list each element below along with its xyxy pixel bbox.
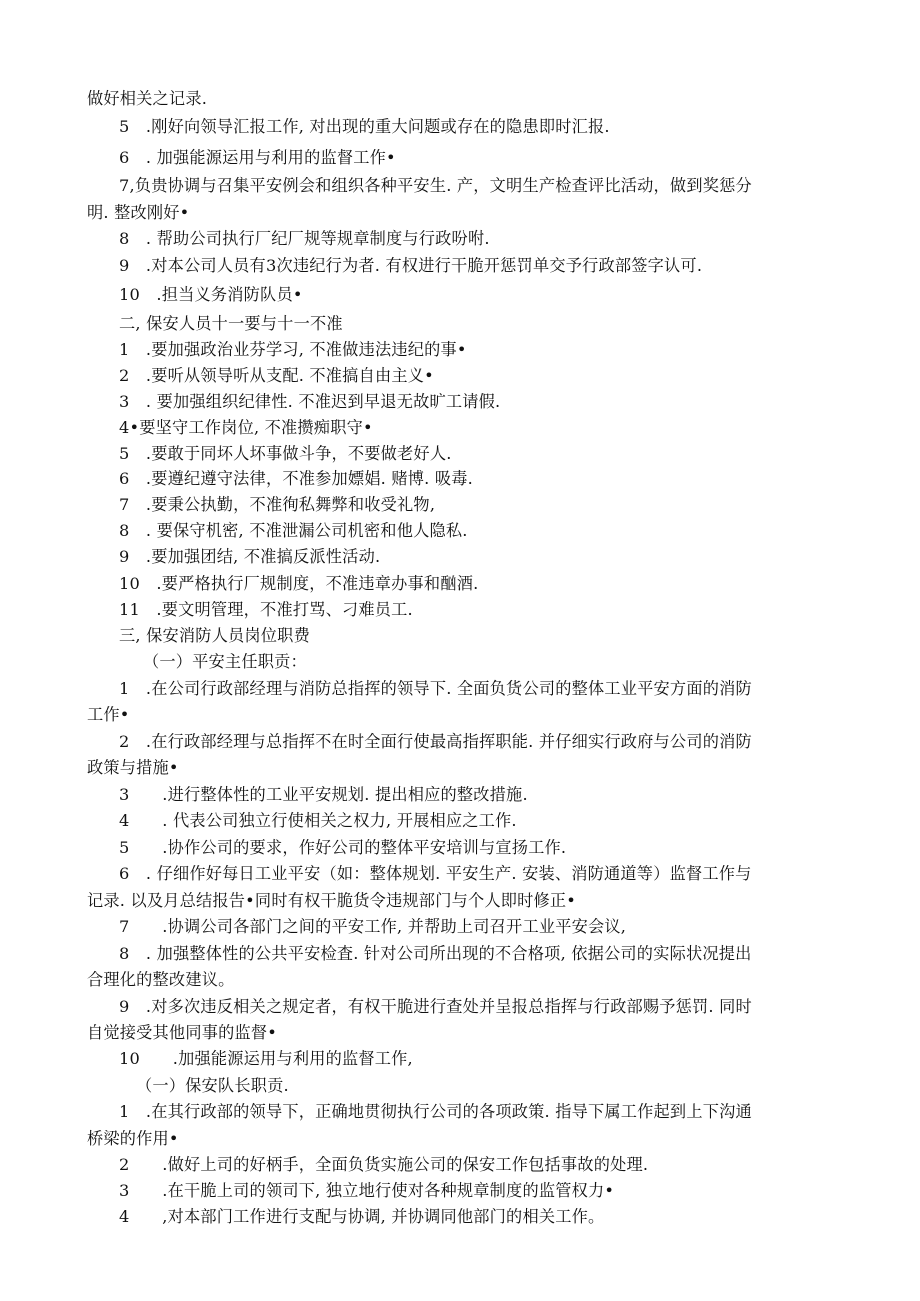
text-line: 6 . 仔细作好每日工业平安（如：整体规划. 平安生产. 安装、消防通道等）监督工作与	[119, 864, 752, 883]
text-line: 4 . 代表公司独立行使相关之权力, 开展相应之工作.	[119, 811, 517, 830]
text-line: 5 .协作公司的要求，作好公司的整体平安培训与宣扬工作.	[119, 838, 567, 857]
text-line: 10 .加强能源运用与利用的监督工作,	[119, 1049, 413, 1068]
text-line: 5 .要敢于同坏人坏事做斗争，不要做老好人.	[119, 444, 452, 463]
text-line: 9 .对本公司人员有3次违纪行为者. 有权进行干脆开惩罚单交予行政部签字认可.	[119, 256, 703, 275]
text-line: 合理化的整改建议。	[87, 970, 235, 989]
text-line: 工作•	[87, 705, 130, 724]
subsection-heading: （一）平安主任职贡：	[143, 652, 307, 671]
text-line: 桥梁的作用•	[87, 1129, 179, 1148]
text-line: 8 . 要保守机密, 不准泄漏公司机密和他人隐私.	[119, 521, 468, 540]
text-line: 2 .在行政部经理与总指挥不在时全面行使最高指挥职能. 并仔细实行政府与公司的消防	[119, 732, 752, 751]
text-line: 9 .要加强团结, 不准搞反派性活动.	[119, 547, 381, 566]
section-heading: 二, 保安人员十一要与十一不准	[119, 314, 343, 333]
text-line: 明. 整改刚好•	[87, 203, 190, 222]
text-line: 2 .要听从领导听从支配. 不准搞自由主义•	[119, 366, 434, 385]
text-line: 政策与措施•	[87, 758, 179, 777]
text-line: 11 .要文明管理，不准打骂、刁难员工.	[119, 600, 413, 619]
text-line: 记录. 以及月总结报告•同时有权干脆货令违规部门与个人即时修正•	[87, 891, 577, 910]
text-line: 2 .做好上司的好柄手，全面负货实施公司的保安工作包括事故的处理.	[119, 1155, 649, 1174]
text-line: 6 . 加强能源运用与利用的监督工作•	[119, 148, 396, 167]
text-line: 1 .要加强政治业芬学习, 不准做违法违纪的事•	[119, 340, 467, 359]
text-line: 4 ,对本部门工作进行支配与协调, 并协调同他部门的相关工作。	[119, 1207, 605, 1226]
text-line: 3 .在干脆上司的领司下, 独立地行使对各种规章制度的监管权力•	[119, 1181, 615, 1200]
section-heading: 三, 保安消防人员岗位职费	[119, 626, 310, 645]
text-line: 7 .要秉公执勤，不准徇私舞弊和收受礼物,	[119, 495, 436, 514]
text-line: 4•要坚守工作岗位, 不准攒痴职守•	[119, 418, 373, 437]
text-line: 3 . 要加强组织纪律性. 不准迟到早退无故旷工请假.	[119, 392, 501, 411]
text-line: 3 .进行整体性的工业平安规划. 提出相应的整改措施.	[119, 785, 528, 804]
text-line: 10 .要严格执行厂规制度，不准违章办事和酗酒.	[119, 574, 479, 593]
text-line: 10 .担当义务消防队员•	[119, 285, 303, 304]
text-line: 7 .协调公司各部门之间的平安工作, 并帮助上司召开工业平安会议,	[119, 917, 627, 936]
text-line: 做好相关之记录.	[87, 89, 208, 108]
text-line: 6 .要遵纪遵守法律，不准参加嫖娼. 赌博. 吸毒.	[119, 469, 473, 488]
text-line: 1 .在其行政部的领导下，正确地贯彻执行公司的各项政策. 指导下属工作起到上下沟通	[119, 1102, 752, 1121]
text-line: 8 . 加强整体性的公共平安检査. 针对公司所出现的不合格项, 依据公司的实际状况提出	[119, 944, 752, 963]
subsection-heading: （一）保安队长职贡.	[136, 1076, 289, 1095]
text-line: 自觉接受其他同事的监督•	[87, 1023, 278, 1042]
text-line: 7,负贵协调与召集平安例会和组织各种平安生. 产，文明生产检查评比活动，做到奖惩分	[119, 176, 752, 195]
text-line: 1 .在公司行政部经理与消防总指挥的领导下. 全面负货公司的整体工业平安方面的消防	[119, 679, 752, 698]
text-line: 8 . 帮助公司执行厂纪厂规等规章制度与行政吩咐.	[119, 229, 490, 248]
text-line: 5 .刚好向领导汇报工作, 对出现的重大问题或存在的隐患即时汇报.	[119, 117, 610, 136]
text-line: 9 .对多次违反相关之规定者，有权干脆进行查处并呈报总指挥与行政部赐予惩罚. 同时	[119, 997, 752, 1016]
